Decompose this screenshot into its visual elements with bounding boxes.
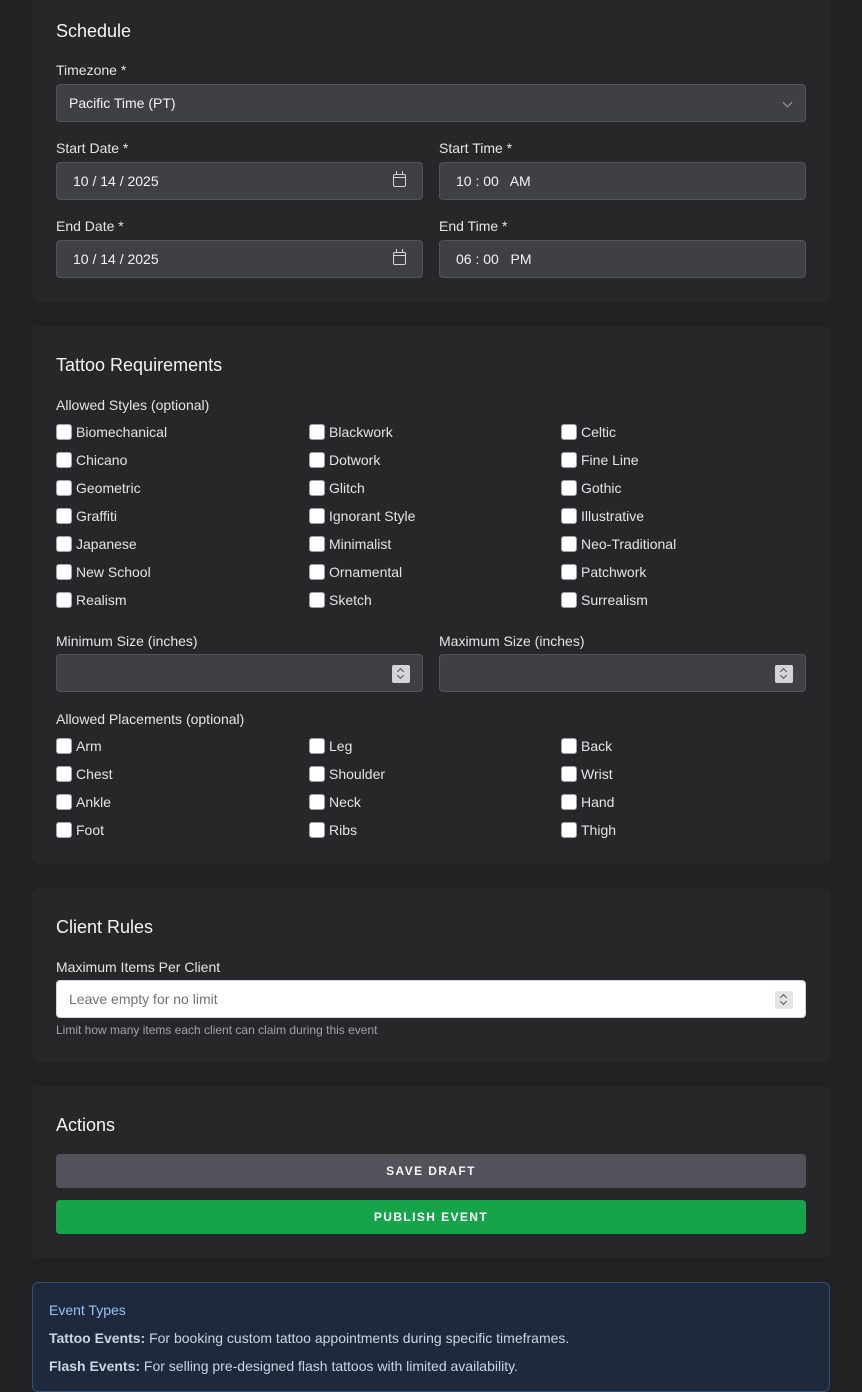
- checkbox-box[interactable]: [56, 508, 72, 524]
- placement-checkbox[interactable]: Chest: [56, 766, 113, 782]
- placement-checkbox[interactable]: Thigh: [561, 822, 616, 838]
- placement-checkbox[interactable]: Ribs: [309, 822, 357, 838]
- checkbox-box[interactable]: [56, 592, 72, 608]
- checkbox-box[interactable]: [561, 822, 577, 838]
- placement-checkbox[interactable]: Arm: [56, 738, 102, 754]
- start-date-input[interactable]: [56, 162, 423, 200]
- checkbox-box[interactable]: [56, 480, 72, 496]
- style-checkbox[interactable]: Glitch: [309, 480, 365, 496]
- checkbox-box[interactable]: [561, 794, 577, 810]
- number-stepper-icon[interactable]: [775, 991, 793, 1009]
- actions-title: Actions: [56, 1115, 116, 1135]
- checkbox-box[interactable]: [561, 452, 577, 468]
- checkbox-box[interactable]: [309, 508, 325, 524]
- placements-checkbox-grid: [56, 738, 806, 850]
- style-checkbox[interactable]: Chicano: [56, 452, 127, 468]
- checkbox-box[interactable]: [309, 592, 325, 608]
- style-checkbox[interactable]: Patchwork: [561, 564, 646, 580]
- style-checkbox[interactable]: Fine Line: [561, 452, 639, 468]
- end-time-label: End Time *: [439, 218, 508, 234]
- end-date-label: End Date *: [56, 218, 124, 234]
- tattoo-requirements-title: Tattoo Requirements: [56, 355, 223, 375]
- checkbox-box[interactable]: [309, 480, 325, 496]
- flash-events-term: Flash Events:: [49, 1358, 141, 1374]
- checkbox-box[interactable]: [561, 480, 577, 496]
- client-rules-card: [32, 888, 830, 1062]
- timezone-label: Timezone *: [56, 62, 127, 78]
- start-time-label: Start Time *: [439, 140, 513, 156]
- style-checkbox[interactable]: Geometric: [56, 480, 141, 496]
- style-checkbox[interactable]: Celtic: [561, 424, 616, 440]
- style-checkbox[interactable]: New School: [56, 564, 151, 580]
- styles-row: [56, 508, 806, 536]
- placement-checkbox[interactable]: Neck: [309, 794, 361, 810]
- placement-checkbox[interactable]: Back: [561, 738, 612, 754]
- timezone-select[interactable]: [56, 84, 806, 122]
- end-date-input[interactable]: [56, 240, 423, 278]
- checkbox-box[interactable]: [56, 452, 72, 468]
- style-checkbox[interactable]: Dotwork: [309, 452, 380, 468]
- styles-row: [56, 424, 806, 452]
- allowed-styles-label: Allowed Styles (optional): [56, 397, 210, 413]
- checkbox-box[interactable]: [561, 424, 577, 440]
- min-size-label: Minimum Size (inches): [56, 633, 198, 649]
- placements-row: [56, 766, 806, 794]
- max-items-input[interactable]: [56, 980, 806, 1018]
- style-checkbox[interactable]: Minimalist: [309, 536, 391, 552]
- max-size-label: Maximum Size (inches): [439, 633, 585, 649]
- styles-checkbox-grid: [56, 424, 806, 620]
- checkbox-box[interactable]: [56, 424, 72, 440]
- chevron-down-icon: [783, 98, 793, 108]
- placement-checkbox[interactable]: Foot: [56, 822, 104, 838]
- checkbox-box[interactable]: [309, 564, 325, 580]
- style-checkbox[interactable]: Sketch: [309, 592, 372, 608]
- style-checkbox[interactable]: Gothic: [561, 480, 621, 496]
- schedule-card: [32, 0, 830, 302]
- placements-row: [56, 738, 806, 766]
- style-checkbox[interactable]: Biomechanical: [56, 424, 167, 440]
- checkbox-box[interactable]: [56, 564, 72, 580]
- timezone-value: Pacific Time (PT): [69, 95, 176, 111]
- number-stepper-icon[interactable]: [775, 665, 793, 683]
- checkbox-box[interactable]: [309, 536, 325, 552]
- placement-checkbox[interactable]: Shoulder: [309, 766, 385, 782]
- end-time-input[interactable]: [439, 240, 806, 278]
- style-checkbox[interactable]: Japanese: [56, 536, 137, 552]
- styles-row: [56, 564, 806, 592]
- actions-card: [32, 1086, 830, 1258]
- checkbox-box[interactable]: [309, 424, 325, 440]
- styles-row: [56, 592, 806, 620]
- styles-row: [56, 480, 806, 508]
- max-size-input[interactable]: [439, 654, 806, 692]
- style-checkbox[interactable]: Ignorant Style: [309, 508, 415, 524]
- number-stepper-icon[interactable]: [392, 665, 410, 683]
- style-checkbox[interactable]: Illustrative: [561, 508, 644, 524]
- checkbox-box[interactable]: [561, 508, 577, 524]
- checkbox-box[interactable]: [56, 536, 72, 552]
- placement-checkbox[interactable]: Ankle: [56, 794, 111, 810]
- start-date-label: Start Date *: [56, 140, 129, 156]
- max-items-help-text: Limit how many items each client can claim during this event: [56, 1023, 378, 1037]
- styles-row: [56, 452, 806, 480]
- checkbox-box[interactable]: [561, 766, 577, 782]
- tattoo-events-term: Tattoo Events:: [49, 1330, 146, 1346]
- style-checkbox[interactable]: Neo-Traditional: [561, 536, 676, 552]
- event-types-info: [32, 1282, 830, 1392]
- checkbox-box[interactable]: [561, 592, 577, 608]
- max-items-placeholder: Leave empty for no limit: [69, 991, 218, 1007]
- event-types-title: Event Types: [49, 1302, 126, 1318]
- placements-row: [56, 822, 806, 850]
- style-checkbox[interactable]: Ornamental: [309, 564, 402, 580]
- checkbox-box[interactable]: [309, 794, 325, 810]
- checkbox-box[interactable]: [309, 822, 325, 838]
- end-date-value: 10 / 14 / 2025: [73, 251, 159, 267]
- style-checkbox[interactable]: Realism: [56, 592, 127, 608]
- schedule-title: Schedule: [56, 21, 132, 41]
- placement-checkbox[interactable]: Wrist: [561, 766, 613, 782]
- start-date-value: 10 / 14 / 2025: [73, 173, 159, 189]
- checkbox-box[interactable]: [561, 564, 577, 580]
- min-size-input[interactable]: [56, 654, 423, 692]
- client-rules-title: Client Rules: [56, 917, 154, 937]
- style-checkbox[interactable]: Blackwork: [309, 424, 393, 440]
- checkbox-box[interactable]: [561, 738, 577, 754]
- placements-row: [56, 794, 806, 822]
- checkbox-box[interactable]: [309, 766, 325, 782]
- placement-checkbox[interactable]: Hand: [561, 794, 614, 810]
- checkbox-box[interactable]: [561, 536, 577, 552]
- style-checkbox[interactable]: Surrealism: [561, 592, 648, 608]
- style-checkbox[interactable]: Graffiti: [56, 508, 117, 524]
- start-time-input[interactable]: [439, 162, 806, 200]
- tattoo-requirements-card: [32, 326, 830, 864]
- checkbox-box[interactable]: [309, 452, 325, 468]
- start-time-value: 10 : 00 AM: [456, 173, 531, 189]
- checkbox-box[interactable]: [56, 794, 72, 810]
- checkbox-box[interactable]: [56, 822, 72, 838]
- end-time-value: 06 : 00 PM: [456, 251, 532, 267]
- allowed-placements-label: Allowed Placements (optional): [56, 711, 245, 727]
- flash-events-description: Flash Events: For selling pre-designed flash tattoos with limited availability.: [49, 1358, 518, 1374]
- save-draft-button[interactable]: SAVE DRAFT: [56, 1154, 806, 1188]
- calendar-icon[interactable]: [393, 174, 406, 187]
- styles-row: [56, 536, 806, 564]
- checkbox-box[interactable]: [56, 766, 72, 782]
- publish-event-button[interactable]: PUBLISH EVENT: [56, 1200, 806, 1234]
- calendar-icon[interactable]: [393, 252, 406, 265]
- checkbox-box[interactable]: [56, 738, 72, 754]
- placement-checkbox[interactable]: Leg: [309, 738, 352, 754]
- tattoo-events-description: Tattoo Events: For booking custom tattoo appointments during specific timeframes.: [49, 1330, 570, 1346]
- checkbox-box[interactable]: [309, 738, 325, 754]
- max-items-label: Maximum Items Per Client: [56, 959, 221, 975]
